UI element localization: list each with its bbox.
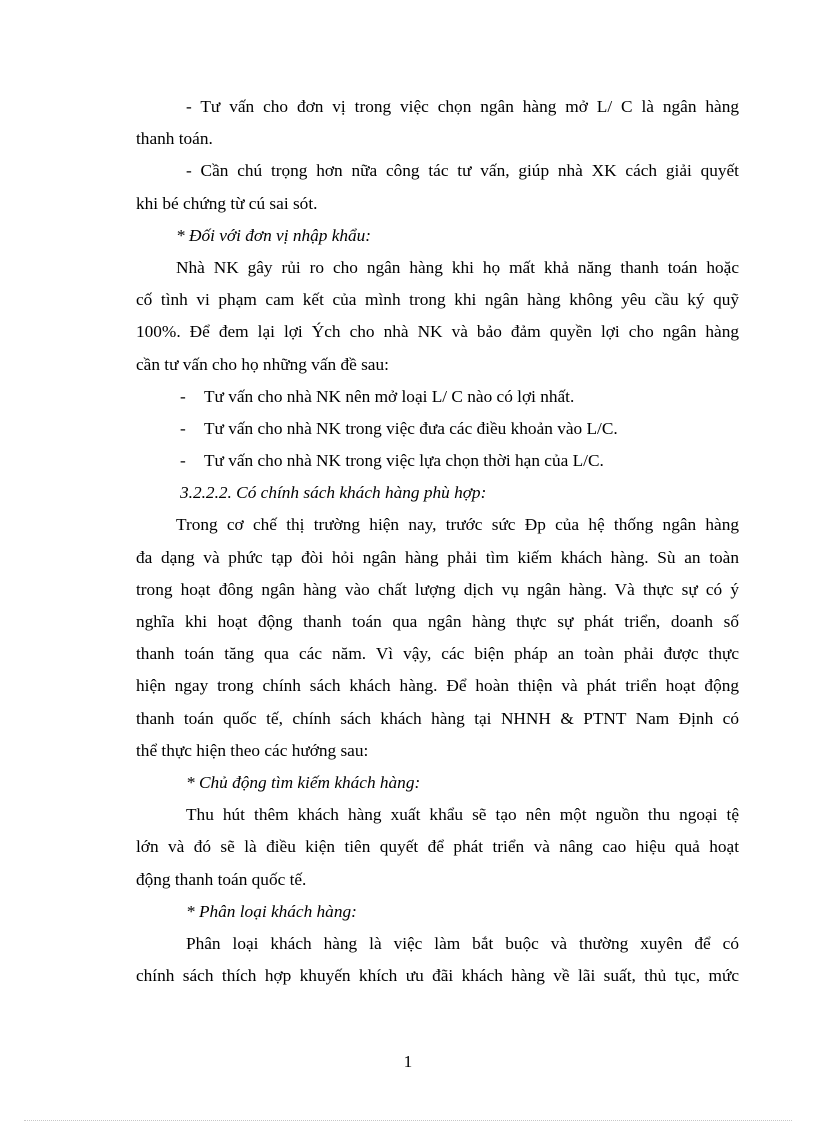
text-line: - Tư vấn cho đơn vị trong việc chọn ngân hàng mở L/ C là ngân hàng <box>186 97 739 116</box>
bullet-text: Tư vấn cho nhà NK trong việc đưa các điều khoản vào L/C. <box>204 418 618 438</box>
section-heading: 3.2.2.2. Có chính sách khách hàng phù hợp: <box>180 483 487 503</box>
bullet-dash: - <box>180 418 186 438</box>
bullet-dash: - <box>180 386 186 406</box>
text-line: thanh toán tăng qua các năm. Vì vậy, các biện pháp an toàn phải được thực <box>136 644 739 664</box>
text-line: trong hoạt đông ngân hàng vào chất lượng dịch vụ ngân hàng. Và thực sự có ý <box>136 579 739 599</box>
text-line: Phân loại khách hàng là việc làm bắt buộc và thường xuyên để có <box>186 933 739 953</box>
text-line: Trong cơ chế thị trường hiện nay, trước sức Ðp của hệ thống ngân hàng <box>176 515 739 535</box>
text-line: - Cần chú trọng hơn nữa công tác tư vấn, giúp nhà XK cách giải quyết <box>186 161 739 181</box>
body-text <box>136 91 739 992</box>
text-line: nghĩa khi hoạt động thanh toán qua ngân hàng thực sự phát triển, doanh số <box>136 612 739 631</box>
text-line: cần tư vấn cho họ những vấn đề sau: <box>136 354 389 374</box>
bullet-item <box>136 381 739 413</box>
text-line: khi bé chứng từ cú sai sót. <box>136 193 318 213</box>
page-number: 1 <box>403 1052 413 1071</box>
text-line: Thu hút thêm khách hàng xuất khẩu sẽ tạo nên một nguồn thu ngoại tệ <box>186 805 739 825</box>
text-line: hiện ngay trong chính sách khách hàng. Để hoàn thiện và phát triển hoạt động <box>136 676 739 696</box>
bullet-text: Tư vấn cho nhà NK trong việc lựa chọn thời hạn của L/C. <box>204 451 604 471</box>
bullet-item <box>136 413 739 445</box>
text-line: thanh toán. <box>136 129 213 149</box>
section-heading: * Đối với đơn vị nhập khẩu: <box>176 225 372 245</box>
text-line: 100%. Để đem lại lợi Ých cho nhà NK và bảo đảm quyền lợi cho ngân hàng <box>136 322 739 342</box>
text-line: cố tình vi phạm cam kết của mình trong khi ngân hàng không yêu cầu ký quỹ <box>136 290 739 310</box>
bullet-item <box>136 445 739 477</box>
bullet-dash: - <box>180 451 186 471</box>
section-heading: * Chủ động tìm kiếm khách hàng: <box>186 772 421 792</box>
text-line: chính sách thích hợp khuyến khích ưu đãi khách hàng về lãi suất, thủ tục, mức <box>136 966 739 986</box>
text-line: Nhà NK gây rủi ro cho ngân hàng khi họ mất khả năng thanh toán hoặc <box>176 257 739 277</box>
text-line: lớn và đó sẽ là điều kiện tiên quyết để phát triển và nâng cao hiệu quả hoạt <box>136 837 739 857</box>
text-line: thanh toán quốc tế, chính sách khách hàng tại NHNH & PTNT Nam Định có <box>136 708 739 728</box>
page-bottom-divider <box>24 1120 792 1121</box>
section-heading: * Phân loại khách hàng: <box>186 901 357 921</box>
bullet-text: Tư vấn cho nhà NK nên mở loại L/ C nào có lợi nhất. <box>204 386 575 406</box>
text-line: đa dạng và phức tạp đòi hỏi ngân hàng phải tìm kiếm khách hàng. Sù an toàn <box>136 547 739 567</box>
text-line: động thanh toán quốc tế. <box>136 869 307 889</box>
text-line: thể thực hiện theo các hướng sau: <box>136 740 369 760</box>
